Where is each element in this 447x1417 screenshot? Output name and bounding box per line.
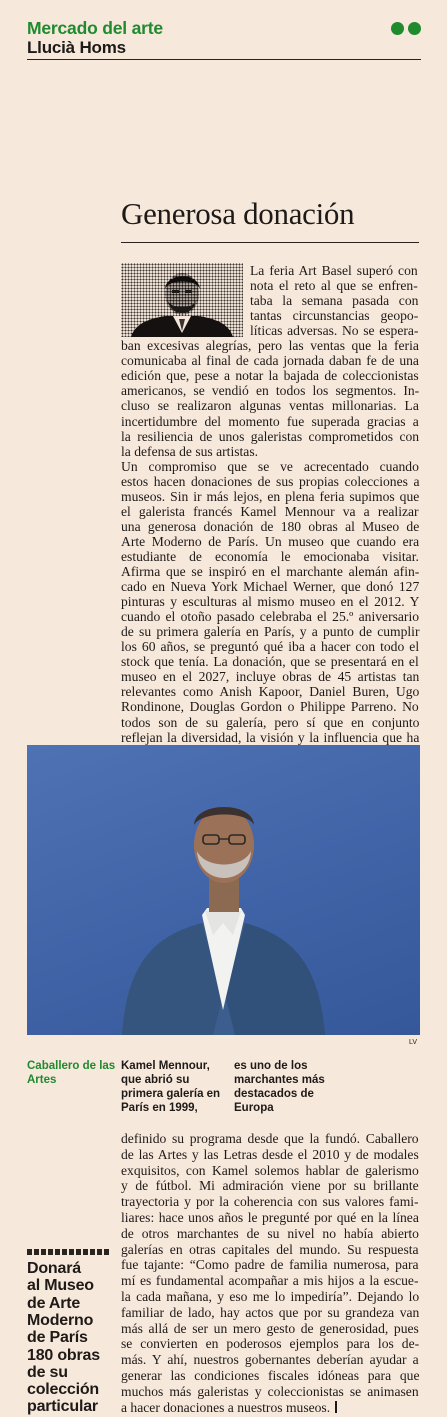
- text-line: muchos más galeristas y coleccionistas se animasen: [121, 1383, 419, 1399]
- text-line: definido su programa desde que la fundó. Caballero: [121, 1131, 419, 1146]
- text-line: La feria Art Basel superó con: [250, 263, 418, 278]
- text-line: incertidumbre del momento fue superada gracias a: [121, 413, 419, 429]
- text-line: taba la semana pasada con: [250, 293, 419, 309]
- headline: Generosa donación: [121, 196, 355, 231]
- text-line: a hacer donaciones a nuestros museos.: [121, 1400, 337, 1415]
- end-mark-icon: [335, 1401, 337, 1413]
- pullquote-line: particular: [27, 1398, 98, 1416]
- header-divider: [27, 59, 421, 60]
- text-line: relevantes como Anish Kapoor, Daniel Buren, Ugo: [121, 684, 420, 700]
- pullquote-line: de Arte: [27, 1294, 81, 1312]
- author-name: Llucià Homs: [27, 38, 126, 57]
- text-line: y de fútbol. Mi admiración viene por su brillante: [121, 1178, 419, 1194]
- author-portrait-figure: [121, 263, 243, 337]
- text-line: familiar de lado, hay actos que por su grandeza van: [121, 1304, 420, 1320]
- text-line: edición que, pese a notar la bajada de coleccionistas: [121, 368, 419, 384]
- text-line: Rondinone, Douglas Gordon o Philippe Parreno. No: [121, 699, 419, 715]
- pullquote-line: de su: [27, 1363, 68, 1381]
- text-line: una generosa donación de 180 obras al Museo de: [121, 518, 420, 534]
- text-line: más allá de ser un mero gesto de generosidad, pues: [121, 1320, 419, 1336]
- text-line: stock que tenía. La donación, que se presentará en el: [121, 654, 419, 670]
- text-line: reflejan la diversidad, la visión y la influencia que ha: [121, 729, 420, 745]
- pullquote-line: 180 obras: [27, 1346, 100, 1364]
- section-title: Mercado del arte: [27, 18, 163, 38]
- pullquote-rule: [27, 1249, 110, 1255]
- pullquote-line: al Museo: [27, 1277, 94, 1295]
- text-line: exquisitos, con Kamel solemos hablar de galerismo: [121, 1162, 419, 1178]
- text-line: generar las condiciones fiscales idóneas para que: [121, 1368, 420, 1383]
- text-line: de las Artes y las Letras desde el 2010 y de modales: [121, 1146, 419, 1162]
- pullquote-line: Moderno: [27, 1311, 94, 1329]
- text-line: la defensa de sus artistas.: [121, 443, 259, 459]
- caption-text-part2: es uno de los marchantes más destacados de Europa: [234, 1060, 325, 1114]
- pullquote-line: de París: [27, 1329, 88, 1347]
- text-line: pinturas y esculturas al mismo museo en el 2012. Y: [121, 594, 420, 610]
- text-line: Un compromiso que se ve acrecentado cuando: [121, 458, 419, 474]
- text-line: de su primera galería en París, y a punto de cumplir: [121, 624, 420, 640]
- text-line: Arte Moderno de París. Un museo que cuando era: [121, 533, 420, 549]
- text-line: galerías en otras capitales del mundo. Su respuesta: [121, 1241, 419, 1257]
- text-line: Afirma que se inspiró en el marchante alemán afin-: [121, 564, 420, 579]
- text-line: se convierten en poderosos ejemplos para los de-: [121, 1336, 420, 1352]
- text-line: cluso se realizaron algunas ventas millonarias. La: [121, 398, 419, 414]
- text-line: americanos, se vendió en todos los segmentos. In-: [121, 383, 420, 399]
- pullquote-line: colección: [27, 1381, 100, 1399]
- text-line: tantas circunstancias geopo-: [250, 308, 419, 324]
- headline-rule: [121, 242, 419, 243]
- text-line: museos. Sin ir más lejos, en plena feria supimos que: [121, 488, 420, 504]
- main-photo: [27, 745, 420, 1035]
- text-line: liares: hace unos años le pregunté por qué en la línea: [121, 1210, 419, 1225]
- pullquote-line: Donará: [27, 1260, 81, 1277]
- section-dot-icon: [391, 22, 404, 35]
- text-line: mí es fundamental acompañar a mis hijos a la escue-: [121, 1273, 419, 1289]
- text-line: de otros marchantes de su nivel no había abierto: [121, 1225, 419, 1241]
- text-line: líticas adversas. No se espera-: [250, 323, 419, 339]
- text-line: más. Y ahí, nuestros gobernantes deberían ayudar a: [121, 1352, 419, 1368]
- section-dot-icon: [408, 22, 421, 35]
- text-line: la cada mañana, y eso me lo impediría”. Dejando lo: [121, 1289, 420, 1304]
- text-line: la resiliencia de unos galeristas comprometidos con: [121, 428, 420, 444]
- text-line: el galerista francés Kamel Mennour va a realizar: [121, 503, 419, 519]
- text-line: ban excesivas alegrías, pero las ventas que la feria: [121, 338, 419, 354]
- caption-text-part1: Kamel Mennour, que abrió su primera galería en París en 1999,: [121, 1060, 221, 1114]
- photo-credit: LV: [409, 1039, 418, 1046]
- text-line: comunicaba al final de cada jornada daban fe de una: [121, 353, 419, 369]
- text-line: trayectoria y por la coherencia con sus valores fami-: [121, 1194, 419, 1210]
- caption-title: Caballero de las Artes: [27, 1060, 116, 1086]
- text-line: estos hacen donaciones de sus propias colecciones a: [121, 473, 420, 489]
- text-line: cuando el otoño pasado celebraba el 25.º aniversario: [121, 609, 420, 625]
- text-line: los 60 años, se preguntó qué iba a hacer con todo el: [121, 639, 420, 655]
- text-line: todos son de su galería, pero sí que en conjunto: [121, 714, 420, 730]
- photo-subject: [27, 745, 420, 1035]
- text-line: cado en Nueva York Michael Werner, que donó 127: [121, 579, 420, 595]
- text-line: estudiante de economía le emocionaba visitar.: [121, 548, 419, 564]
- text-line: fue tajante: “Como padre de familia numerosa, para: [121, 1257, 419, 1273]
- author-portrait: [121, 263, 243, 337]
- text-line: museo en el 2027, incluye obras de 45 artistas tan: [121, 669, 420, 685]
- text-line: nota el reto al que se enfren-: [250, 278, 418, 294]
